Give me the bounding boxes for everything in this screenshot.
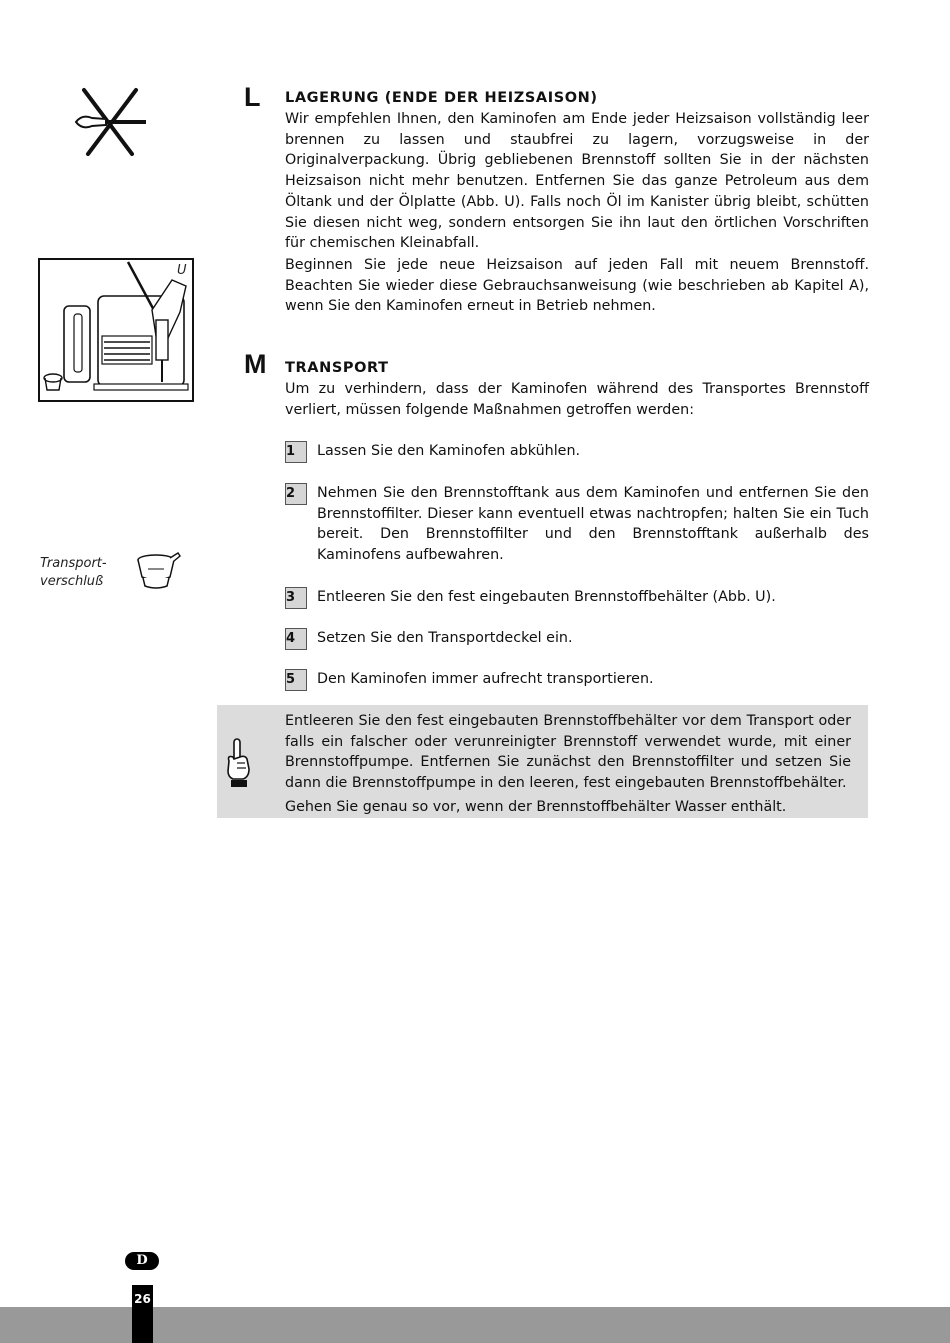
caption-line-2: verschluß bbox=[40, 574, 104, 589]
language-badge: D bbox=[125, 1252, 159, 1270]
section-letter-m: M bbox=[244, 349, 267, 379]
step-text: Lassen Sie den Kaminofen abkühlen. bbox=[317, 443, 581, 459]
figure-label: U bbox=[177, 263, 187, 278]
note-box bbox=[217, 705, 868, 818]
step-text: Den Kaminofen immer aufrecht transportieren. bbox=[317, 671, 654, 687]
heater-pump-illustration bbox=[40, 260, 192, 400]
step-number: 3 bbox=[285, 587, 307, 609]
step-1 bbox=[285, 441, 869, 465]
step-text: Nehmen Sie den Brennstofftank aus dem Kaminofen und entfernen Sie den Brennstoffilter. Dieser kann eventuell etwas nachtropfen; halten Sie ein Tuch bereit. Den Brennstoffilter und den Brennstofftank außerhalb des Kaminofens aufbewahren. bbox=[317, 485, 869, 564]
no-screwdriver-icon bbox=[72, 86, 152, 158]
step-text: Setzen Sie den Transportdeckel ein. bbox=[317, 630, 573, 646]
figure-u bbox=[38, 258, 194, 402]
note-text-2: Gehen Sie genau so vor, wenn der Brennstoffbehälter Wasser enthält. bbox=[285, 799, 787, 815]
step-number: 2 bbox=[285, 483, 307, 505]
transport-cap-caption bbox=[40, 555, 107, 591]
section-title-l: LAGERUNG (ENDE DER HEIZSAISON) bbox=[285, 90, 598, 106]
section-l-paragraph-2: Beginnen Sie jede neue Heizsaison auf jeden Fall mit neuem Brennstoff. Beachten Sie wieder diese Gebrauchsanweisung (wie beschrieben ab Kapitel A), wenn Sie den Kaminofen erneut in Betrieb nehmen. bbox=[285, 257, 869, 315]
step-number: 5 bbox=[285, 669, 307, 691]
section-m-intro: Um zu verhindern, dass der Kaminofen während des Transportes Brennstoff verliert, müssen folgende Maßnahmen getroffen werden: bbox=[285, 381, 869, 418]
step-number: 1 bbox=[285, 441, 307, 463]
section-l-paragraph-1: Wir empfehlen Ihnen, den Kaminofen am Ende jeder Heizsaison vollständig leer brennen zu lassen und staubfrei zu lagern, vorzugsweise in der Originalverpackung. Übrig gebliebenen Brennstoff sollten Sie in der nächsten Heizsaison nicht mehr benutzen. Entfernen Sie das ganze Petroleum aus dem Öltank und der Ölplatte (Abb. U). Falls noch Öl im Kanister übrig bleibt, schütten Sie diesen nicht weg, sondern entsorgen Sie ihn laut den örtlichen Vorschriften für chemischen Kleinabfall. bbox=[285, 111, 869, 252]
step-5 bbox=[285, 669, 869, 693]
step-2 bbox=[285, 483, 869, 567]
step-text: Entleeren Sie den fest eingebauten Brennstoffbehälter (Abb. U). bbox=[317, 589, 776, 605]
transport-cap-icon bbox=[134, 551, 182, 591]
step-number: 4 bbox=[285, 628, 307, 650]
note-text-1: Entleeren Sie den fest eingebauten Brennstoffbehälter vor dem Transport oder falls ein falscher oder verunreinigter Brennstoff verwendet wurde, mit einer Brennstoffpumpe. Entfernen Sie zunächst den Brennstoffilter und setzen Sie dann die Brennstoffpumpe in den leeren, fest eingebauten Brennstoffbehälter. bbox=[285, 713, 851, 792]
step-4 bbox=[285, 628, 869, 652]
caption-line-1: Transport- bbox=[40, 556, 107, 571]
page-number: 26 bbox=[134, 1292, 151, 1306]
step-3 bbox=[285, 587, 869, 611]
pointing-finger-icon bbox=[225, 737, 251, 789]
section-letter-l: L bbox=[244, 82, 261, 112]
section-title-m: TRANSPORT bbox=[285, 360, 389, 376]
